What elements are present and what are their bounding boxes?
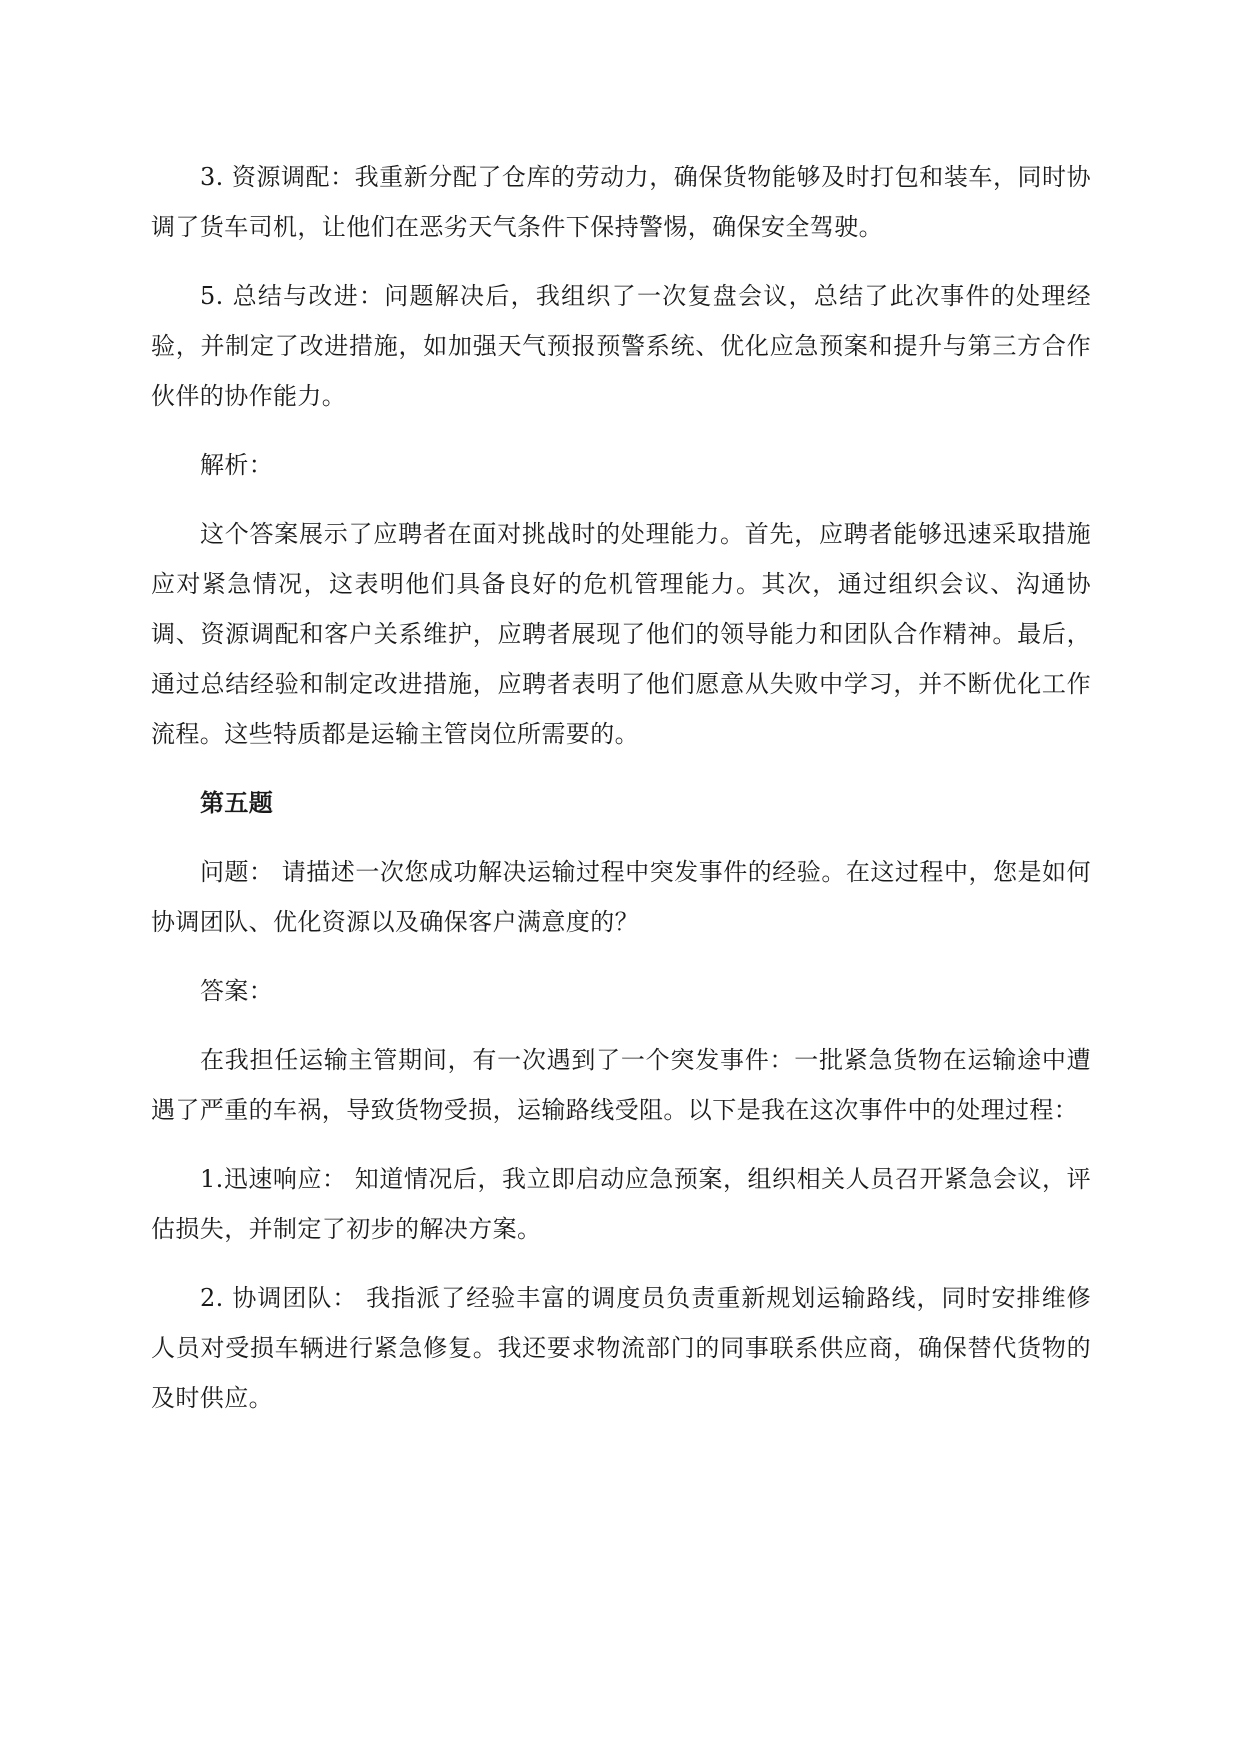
- paragraph-question: 问题： 请描述一次您成功解决运输过程中突发事件的经验。在这过程中，您是如何协调团队、优化资源以及确保客户满意度的？: [151, 858, 1091, 936]
- section-heading-question-five: 第五题: [200, 788, 274, 817]
- paragraph-team-coordination: 2. 协调团队： 我指派了经验丰富的调度员负责重新规划运输路线，同时安排维修人员对受损车辆进行紧急修复。我还要求物流部门的同事联系供应商，确保替代货物的及时供应。: [151, 1284, 1091, 1412]
- document-page: [151, 152, 1091, 1423]
- paragraph-analysis: 这个答案展示了应聘者在面对挑战时的处理能力。首先，应聘者能够迅速采取措施应对紧急情况，这表明他们具备良好的危机管理能力。其次，通过组织会议、沟通协调、资源调配和客户关系维护，应聘者展现了他们的领导能力和团队合作精神。最后，通过总结经验和制定改进措施，应聘者表明了他们愿意从失败中学习，并不断优化工作流程。这些特质都是运输主管岗位所需要的。: [151, 520, 1091, 748]
- answer-label: 答案：: [200, 977, 274, 1005]
- paragraph-answer-intro: 在我担任运输主管期间，有一次遇到了一个突发事件：一批紧急货物在运输途中遭遇了严重的车祸，导致货物受损，运输路线受阻。以下是我在这次事件中的处理过程：: [151, 1046, 1091, 1124]
- paragraph-rapid-response: 1.迅速响应： 知道情况后，我立即启动应急预案，组织相关人员召开紧急会议，评估损失，并制定了初步的解决方案。: [151, 1165, 1091, 1243]
- analysis-label: 解析：: [200, 451, 274, 479]
- paragraph-summary-improvement: 5. 总结与改进：问题解决后，我组织了一次复盘会议，总结了此次事件的处理经验，并制定了改进措施，如加强天气预报预警系统、优化应急预案和提升与第三方合作伙伴的协作能力。: [151, 282, 1091, 410]
- paragraph-resource-allocation: 3. 资源调配：我重新分配了仓库的劳动力，确保货物能够及时打包和装车，同时协调了货车司机，让他们在恶劣天气条件下保持警惕，确保安全驾驶。: [151, 163, 1091, 241]
